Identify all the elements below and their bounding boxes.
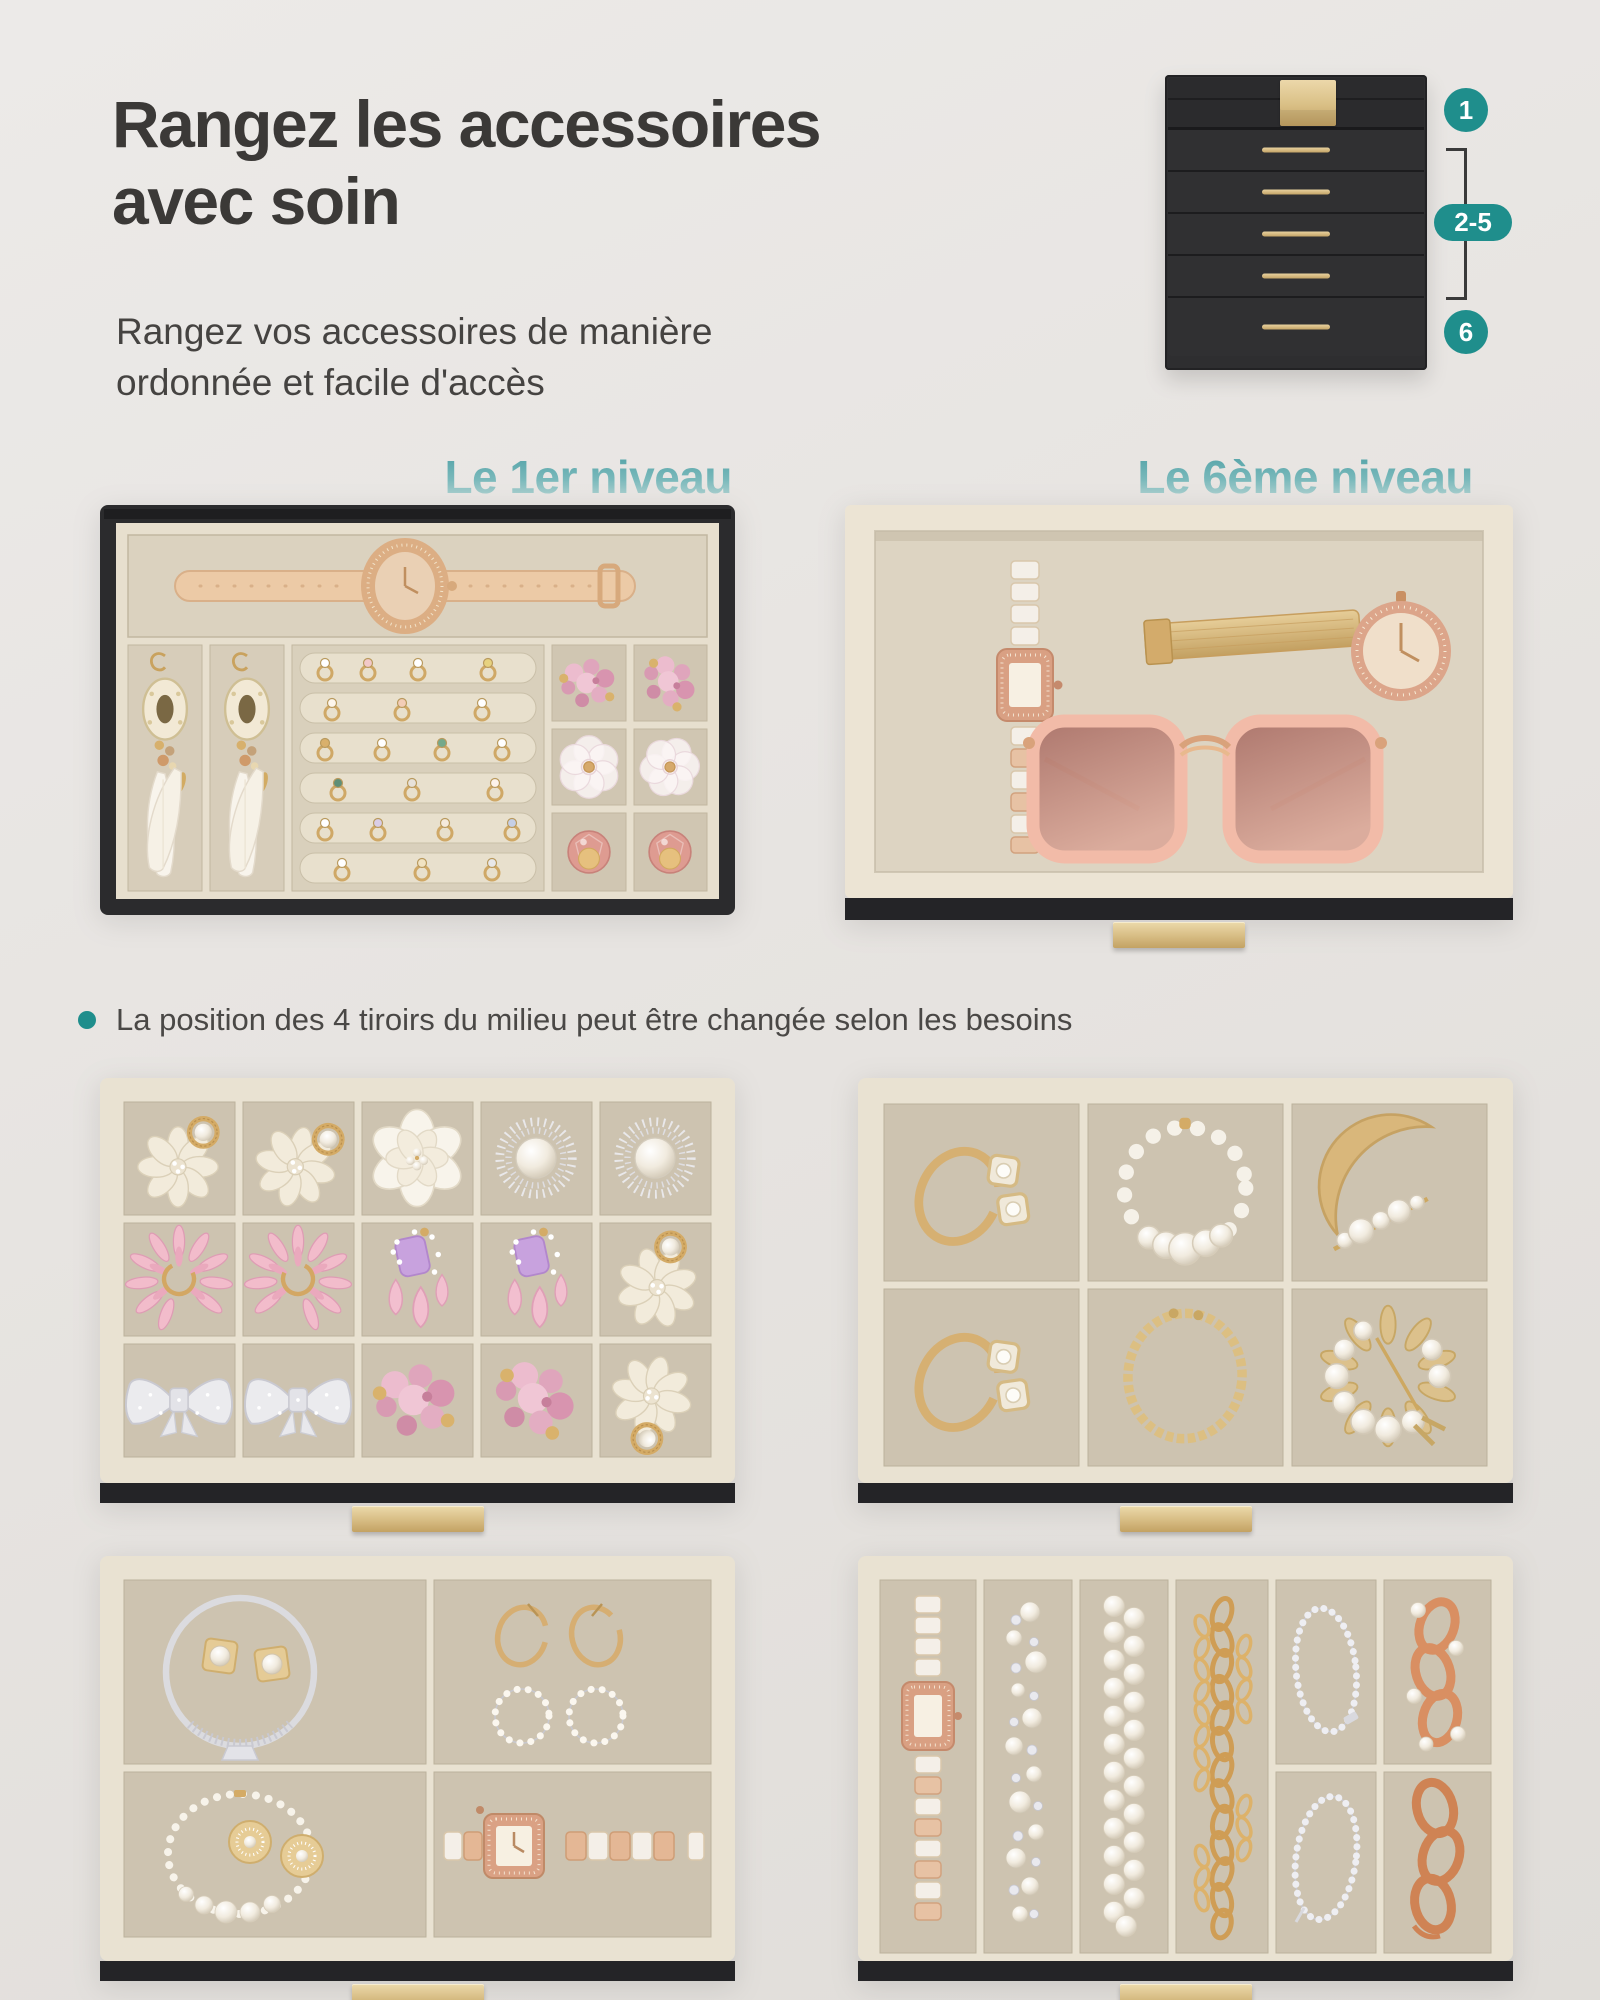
title-line-1: Rangez les accessoires bbox=[112, 87, 821, 161]
drawer-handle-icon bbox=[1262, 232, 1330, 237]
drawer-handle-icon bbox=[1113, 922, 1245, 948]
drawer-handle-icon bbox=[1262, 148, 1330, 153]
tray-photo-grid6 bbox=[858, 1078, 1513, 1503]
bullet-dot-icon bbox=[78, 1011, 96, 1029]
cabinet-drawer-2 bbox=[1168, 130, 1424, 172]
drawer-handle-icon bbox=[1262, 190, 1330, 195]
range-bracket-tick-bottom bbox=[1446, 297, 1466, 300]
drawer-handle-icon bbox=[1120, 1984, 1252, 2000]
ball-earring-icon bbox=[568, 831, 610, 873]
cabinet-drawer-6 bbox=[1168, 298, 1424, 356]
cabinet-drawer-3 bbox=[1168, 172, 1424, 214]
cabinet-clasp-icon bbox=[1280, 80, 1336, 126]
subtitle-line-1: Rangez vos accessoires de manière bbox=[116, 311, 713, 352]
tray-photo-level6 bbox=[845, 505, 1513, 920]
badge-level-6: 6 bbox=[1444, 310, 1488, 354]
title-line-2: avec soin bbox=[112, 163, 400, 238]
tray-photo-slots bbox=[858, 1556, 1513, 1981]
caption-level-6: Le 6ème niveau bbox=[845, 450, 1473, 504]
drawer-handle-icon bbox=[1262, 274, 1330, 279]
tray-photo-level1 bbox=[100, 505, 735, 915]
drawer-handle-icon bbox=[352, 1506, 484, 1532]
cabinet-drawer-4 bbox=[1168, 214, 1424, 256]
range-bracket-tick-top bbox=[1446, 148, 1466, 151]
caption-level-1: Le 1er niveau bbox=[100, 450, 732, 504]
badge-levels-2-5: 2-5 bbox=[1434, 204, 1512, 241]
drawer-handle-icon bbox=[1120, 1506, 1252, 1532]
jewelry-cabinet-illustration bbox=[1165, 75, 1427, 370]
note-text: La position des 4 tiroirs du milieu peut être changée selon les besoins bbox=[116, 1002, 1073, 1037]
cabinet-drawers bbox=[1168, 130, 1424, 367]
note-row bbox=[78, 1002, 1072, 1038]
drawer-handle-icon bbox=[1262, 325, 1330, 330]
drawer-handle-icon bbox=[352, 1984, 484, 2000]
page-title bbox=[112, 86, 820, 239]
tray-photo-grid4 bbox=[100, 1556, 735, 1981]
tray-photo-grid15 bbox=[100, 1078, 735, 1503]
ball-earring-icon bbox=[649, 831, 691, 873]
subtitle-line-2: ordonnée et facile d'accès bbox=[116, 362, 545, 404]
badge-level-1: 1 bbox=[1444, 88, 1488, 132]
cabinet-lid bbox=[1168, 78, 1424, 130]
cabinet-drawer-5 bbox=[1168, 256, 1424, 298]
page-subtitle bbox=[116, 306, 712, 408]
